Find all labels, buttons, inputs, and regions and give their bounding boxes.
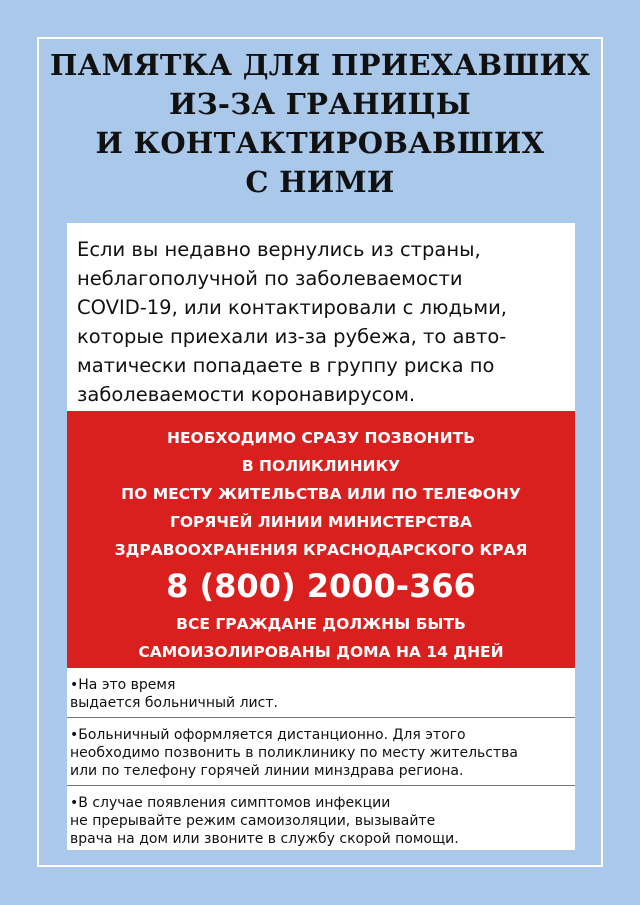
note-line: •На это время <box>70 677 176 693</box>
note-line: необходимо позвонить в поликлинику по месту жительства <box>70 745 518 761</box>
title-line: ИЗ-ЗА ГРАНИЦЫ <box>169 87 471 121</box>
alert-line: ГОРЯЧЕЙ ЛИНИИ МИНИСТЕРСТВА <box>170 513 472 531</box>
note-line: •В случае появления симптомов инфекции <box>70 795 391 811</box>
intro-line: неблагополучной по заболеваемости <box>77 267 463 290</box>
note-line: врача на дом или звоните в службу скорой помощи. <box>70 831 459 847</box>
alert-line: ПО МЕСТУ ЖИТЕЛЬСТВА ИЛИ ПО ТЕЛЕФОНУ <box>121 485 521 503</box>
intro-line: Если вы недавно вернулись из страны, <box>77 238 481 261</box>
note-item <box>67 786 575 853</box>
hotline-phone-number: 8 (800) 2000-366 <box>166 567 476 605</box>
intro-panel <box>67 223 575 411</box>
notes-panel <box>67 668 575 850</box>
title-line: И КОНТАКТИРОВАВШИХ <box>95 126 545 160</box>
note-line: не прерывайте режим самоизоляции, вызывайте <box>70 813 436 829</box>
intro-line: заболеваемости коронавирусом. <box>77 383 416 406</box>
alert-line: НЕОБХОДИМО СРАЗУ ПОЗВОНИТЬ <box>166 429 476 447</box>
intro-line: COVID-19, или контактировали с людьми, <box>77 296 507 319</box>
alert-line: В ПОЛИКЛИНИКУ <box>241 457 401 475</box>
note-line: •Больничный оформляется дистанционно. Для этого <box>70 727 466 743</box>
note-item <box>67 668 575 718</box>
intro-line: матически попадаете в группу риска по <box>77 354 495 377</box>
note-item <box>67 718 575 786</box>
alert-panel <box>67 411 575 668</box>
alert-footer-line: САМОИЗОЛИРОВАНЫ ДОМА НА 14 ДНЕЙ <box>138 643 504 661</box>
title-line: С НИМИ <box>245 165 395 199</box>
alert-footer-line: ВСЕ ГРАЖДАНЕ ДОЛЖНЫ БЫТЬ <box>176 615 466 633</box>
title-line: ПАМЯТКА ДЛЯ ПРИЕХАВШИХ <box>49 48 591 82</box>
note-line: выдается больничный лист. <box>70 695 278 711</box>
poster-title <box>40 46 600 202</box>
intro-line: которые приехали из-за рубежа, то авто- <box>77 325 507 348</box>
note-line: или по телефону горячей линии минздрава региона. <box>70 763 464 779</box>
alert-line: ЗДРАВООХРАНЕНИЯ КРАСНОДАРСКОГО КРАЯ <box>114 541 528 559</box>
